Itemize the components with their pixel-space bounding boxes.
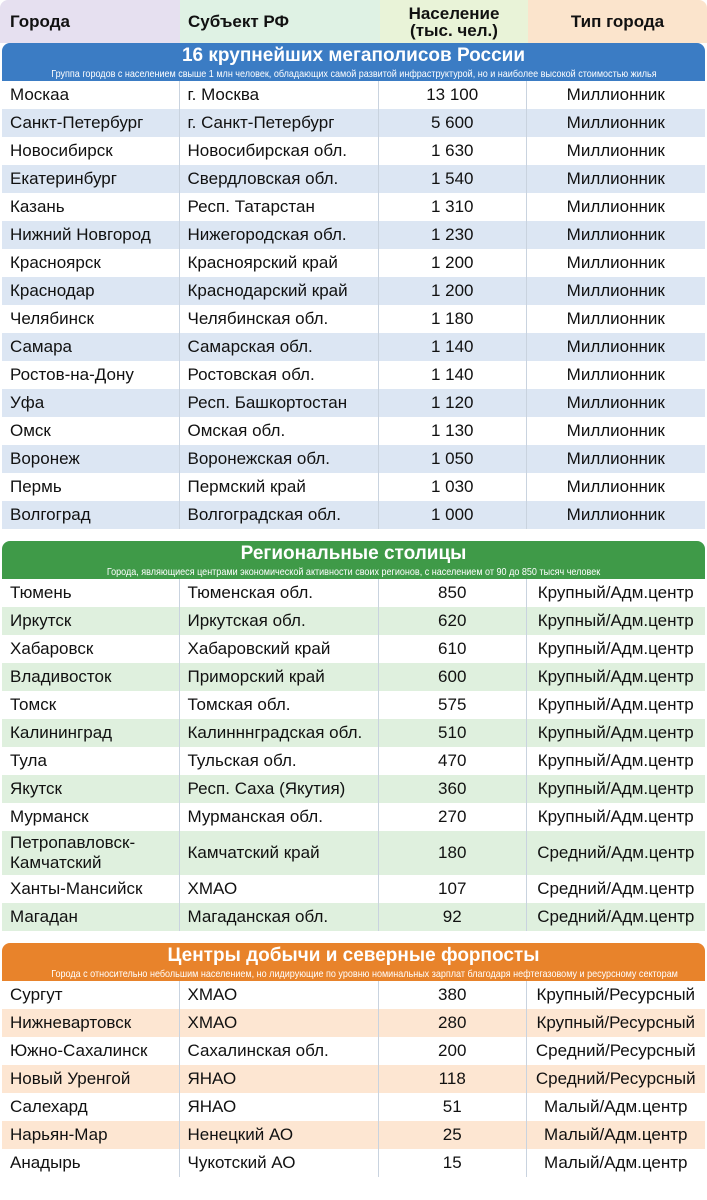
subject-cell: Приморский край bbox=[180, 663, 379, 691]
type-cell: Миллионник bbox=[566, 197, 665, 216]
subject-cell: Волгоградская обл. bbox=[180, 501, 379, 529]
table-row bbox=[2, 1037, 705, 1065]
city-cell: Екатеринбург bbox=[2, 165, 180, 193]
city-cell: Тюмень bbox=[2, 579, 180, 607]
type-cell: Крупный/Адм.центр bbox=[537, 695, 694, 714]
type-cell: Малый/Адм.центр bbox=[544, 1153, 688, 1172]
subject-cell: Респ. Башкортостан bbox=[180, 389, 379, 417]
city-cell: Сургут bbox=[2, 981, 180, 1009]
type-cell: Миллионник bbox=[566, 337, 665, 356]
table-row bbox=[2, 747, 705, 775]
subject-cell: Тюменская обл. bbox=[180, 579, 379, 607]
table-row bbox=[2, 691, 705, 719]
population-cell: 600 bbox=[379, 663, 527, 691]
header-type: Тип города bbox=[528, 0, 707, 43]
type-cell: Малый/Адм.центр bbox=[544, 1125, 688, 1144]
type-cell: Средний/Ресурсный bbox=[535, 1069, 696, 1088]
population-cell: 1 140 bbox=[379, 333, 527, 361]
type-cell: Крупный/Адм.центр bbox=[537, 807, 694, 826]
subject-cell: Красноярский край bbox=[180, 249, 379, 277]
table-row bbox=[2, 333, 705, 361]
header-subject: Субъект РФ bbox=[180, 0, 380, 43]
type-cell: Крупный/Адм.центр bbox=[537, 583, 694, 602]
table-row bbox=[2, 165, 705, 193]
population-cell: 180 bbox=[379, 831, 527, 875]
population-cell: 1 230 bbox=[379, 221, 527, 249]
type-cell: Миллионник bbox=[566, 309, 665, 328]
subject-cell: Камчатский край bbox=[180, 831, 379, 875]
city-cell: Петропавловск- Камчатский bbox=[2, 831, 180, 875]
type-cell: Крупный/Адм.центр bbox=[537, 611, 694, 630]
subject-cell: Тульская обл. bbox=[180, 747, 379, 775]
subject-cell: ЯНАО bbox=[180, 1065, 379, 1093]
table-row bbox=[2, 775, 705, 803]
type-cell: Крупный/Адм.центр bbox=[537, 779, 694, 798]
table-row bbox=[2, 417, 705, 445]
city-cell: Новый Уренгой bbox=[2, 1065, 180, 1093]
type-cell: Крупный/Адм.центр bbox=[537, 667, 694, 686]
subject-cell: Хабаровский край bbox=[180, 635, 379, 663]
city-cell: Челябинск bbox=[2, 305, 180, 333]
subject-cell: Калинннградская обл. bbox=[180, 719, 379, 747]
type-cell: Миллионник bbox=[566, 141, 665, 160]
population-cell: 470 bbox=[379, 747, 527, 775]
population-cell: 380 bbox=[379, 981, 527, 1009]
table-row bbox=[2, 1009, 705, 1037]
table-row bbox=[2, 193, 705, 221]
section-header bbox=[2, 541, 705, 579]
population-cell: 360 bbox=[379, 775, 527, 803]
city-cell: Южно-Сахалинск bbox=[2, 1037, 180, 1065]
type-cell: Крупный/Ресурсный bbox=[536, 1013, 696, 1032]
section-title: Региональные столицы bbox=[240, 543, 467, 564]
type-cell: Миллионник bbox=[566, 253, 665, 272]
population-cell: 5 600 bbox=[379, 109, 527, 137]
section-regional-capitals bbox=[0, 541, 707, 931]
city-cell: Самара bbox=[2, 333, 180, 361]
subject-cell: Краснодарский край bbox=[180, 277, 379, 305]
type-cell: Миллионник bbox=[566, 169, 665, 188]
population-cell: 1 310 bbox=[379, 193, 527, 221]
city-cell: Уфа bbox=[2, 389, 180, 417]
subject-cell: Пермский край bbox=[180, 473, 379, 501]
city-cell: Магадан bbox=[2, 903, 180, 931]
subject-cell: Иркутская обл. bbox=[180, 607, 379, 635]
table-row bbox=[2, 1149, 705, 1177]
table-row bbox=[2, 1121, 705, 1149]
type-cell: Средний/Адм.центр bbox=[537, 843, 695, 862]
section-subtitle: Города, являющиеся центрами экономической активности своих регионов, с населением от 90 до 850 тысяч человек bbox=[106, 566, 601, 578]
population-cell: 1 130 bbox=[379, 417, 527, 445]
table-row bbox=[2, 473, 705, 501]
population-cell: 510 bbox=[379, 719, 527, 747]
table-row bbox=[2, 663, 705, 691]
population-cell: 92 bbox=[379, 903, 527, 931]
subject-cell: Свердловская обл. bbox=[180, 165, 379, 193]
table-row bbox=[2, 607, 705, 635]
population-cell: 850 bbox=[379, 579, 527, 607]
population-cell: 1 030 bbox=[379, 473, 527, 501]
subject-cell: Ненецкий АО bbox=[180, 1121, 379, 1149]
table-row bbox=[2, 277, 705, 305]
subject-cell: Омская обл. bbox=[180, 417, 379, 445]
table-row bbox=[2, 903, 705, 931]
population-cell: 118 bbox=[379, 1065, 527, 1093]
type-cell: Миллионник bbox=[566, 225, 665, 244]
table-row bbox=[2, 579, 705, 607]
section-header bbox=[2, 43, 705, 81]
type-cell: Крупный/Адм.центр bbox=[537, 723, 694, 742]
table-row bbox=[2, 445, 705, 473]
subject-cell: ХМАО bbox=[180, 875, 379, 903]
subject-cell: ЯНАО bbox=[180, 1093, 379, 1121]
population-cell: 25 bbox=[379, 1121, 527, 1149]
section-megacities bbox=[0, 43, 707, 529]
subject-cell: Магаданская обл. bbox=[180, 903, 379, 931]
section-header bbox=[2, 943, 705, 981]
table-row bbox=[2, 137, 705, 165]
type-cell: Миллионник bbox=[566, 85, 665, 104]
city-cell: Омск bbox=[2, 417, 180, 445]
population-cell: 1 120 bbox=[379, 389, 527, 417]
subject-cell: Томская обл. bbox=[180, 691, 379, 719]
subject-cell: Чукотский АО bbox=[180, 1149, 379, 1177]
city-cell: Якутск bbox=[2, 775, 180, 803]
city-cell: Томск bbox=[2, 691, 180, 719]
subject-cell: Ростовская обл. bbox=[180, 361, 379, 389]
population-cell: 1 630 bbox=[379, 137, 527, 165]
type-cell: Крупный/Адм.центр bbox=[537, 639, 694, 658]
population-cell: 15 bbox=[379, 1149, 527, 1177]
table-row bbox=[2, 981, 705, 1009]
section-title: Центры добычи и северные форпосты bbox=[167, 945, 540, 966]
population-cell: 200 bbox=[379, 1037, 527, 1065]
subject-cell: Нижегородская обл. bbox=[180, 221, 379, 249]
population-cell: 1 050 bbox=[379, 445, 527, 473]
type-cell: Крупный/Ресурсный bbox=[536, 985, 696, 1004]
table-row bbox=[2, 1093, 705, 1121]
city-cell: Воронеж bbox=[2, 445, 180, 473]
subject-cell: Сахалинская обл. bbox=[180, 1037, 379, 1065]
population-cell: 13 100 bbox=[379, 81, 527, 109]
section-subtitle: Города с относительно небольшим населением, но лидирующие по уровню номинальных зарплат благодаря нефтегазовому и ресурсному секторам bbox=[51, 968, 678, 980]
table-row bbox=[2, 1065, 705, 1093]
subject-cell: ХМАО bbox=[180, 981, 379, 1009]
table-row bbox=[2, 635, 705, 663]
subject-cell: Респ. Саха (Якутия) bbox=[180, 775, 379, 803]
table-row bbox=[2, 221, 705, 249]
city-cell: Краснодар bbox=[2, 277, 180, 305]
population-cell: 1 140 bbox=[379, 361, 527, 389]
city-cell: Мурманск bbox=[2, 803, 180, 831]
section-title: 16 крупнейших мегаполисов России bbox=[181, 45, 526, 66]
subject-cell: г. Санкт-Петербург bbox=[180, 109, 379, 137]
type-cell: Миллионник bbox=[566, 365, 665, 384]
table-row bbox=[2, 305, 705, 333]
city-cell: Тула bbox=[2, 747, 180, 775]
population-cell: 1 200 bbox=[379, 277, 527, 305]
city-cell: Санкт-Петербург bbox=[2, 109, 180, 137]
population-cell: 1 540 bbox=[379, 165, 527, 193]
city-cell: Красноярск bbox=[2, 249, 180, 277]
city-cell: Нижний Новгород bbox=[2, 221, 180, 249]
type-cell: Миллионник bbox=[566, 477, 665, 496]
subject-cell: ХМАО bbox=[180, 1009, 379, 1037]
city-cell: Салехард bbox=[2, 1093, 180, 1121]
header-population: Население (тыс. чел.) bbox=[380, 0, 528, 43]
table-row bbox=[2, 361, 705, 389]
city-cell: Анадырь bbox=[2, 1149, 180, 1177]
subject-cell: Челябинская обл. bbox=[180, 305, 379, 333]
subject-cell: г. Москва bbox=[180, 81, 379, 109]
city-cell: Хабаровск bbox=[2, 635, 180, 663]
population-cell: 51 bbox=[379, 1093, 527, 1121]
subject-cell: Новосибирская обл. bbox=[180, 137, 379, 165]
city-cell: Новосибирск bbox=[2, 137, 180, 165]
population-cell: 1 180 bbox=[379, 305, 527, 333]
population-cell: 1 200 bbox=[379, 249, 527, 277]
type-cell: Миллионник bbox=[566, 505, 665, 524]
city-cell: Нижневартовск bbox=[2, 1009, 180, 1037]
subject-cell: Респ. Татарстан bbox=[180, 193, 379, 221]
table-row bbox=[2, 803, 705, 831]
city-cell: Москаа bbox=[2, 81, 180, 109]
population-cell: 575 bbox=[379, 691, 527, 719]
population-cell: 610 bbox=[379, 635, 527, 663]
type-cell: Миллионник bbox=[566, 393, 665, 412]
type-cell: Малый/Адм.центр bbox=[544, 1097, 688, 1116]
table-row bbox=[2, 389, 705, 417]
header-city: Города bbox=[0, 0, 180, 43]
population-cell: 107 bbox=[379, 875, 527, 903]
table-row bbox=[2, 719, 705, 747]
population-cell: 270 bbox=[379, 803, 527, 831]
city-cell: Иркутск bbox=[2, 607, 180, 635]
city-cell: Калининград bbox=[2, 719, 180, 747]
population-cell: 620 bbox=[379, 607, 527, 635]
table-row bbox=[2, 249, 705, 277]
type-cell: Средний/Адм.центр bbox=[537, 879, 695, 898]
table-row bbox=[2, 831, 705, 875]
type-cell: Крупный/Адм.центр bbox=[537, 751, 694, 770]
city-cell: Волгоград bbox=[2, 501, 180, 529]
city-cell: Ростов-на-Дону bbox=[2, 361, 180, 389]
table-header bbox=[0, 0, 707, 43]
city-cell: Нарьян-Мар bbox=[2, 1121, 180, 1149]
population-cell: 1 000 bbox=[379, 501, 527, 529]
type-cell: Миллионник bbox=[566, 449, 665, 468]
type-cell: Средний/Адм.центр bbox=[537, 907, 695, 926]
city-cell: Пермь bbox=[2, 473, 180, 501]
type-cell: Миллионник bbox=[566, 421, 665, 440]
type-cell: Средний/Ресурсный bbox=[535, 1041, 696, 1060]
subject-cell: Мурманская обл. bbox=[180, 803, 379, 831]
table-row bbox=[2, 875, 705, 903]
type-cell: Миллионник bbox=[566, 113, 665, 132]
table-row bbox=[2, 501, 705, 529]
section-subtitle: Группа городов с населением свыше 1 млн человек, обладающих самой развитой инфраструктурой, но и наиболее высокой стоимостью жилья bbox=[51, 68, 657, 80]
table-row bbox=[2, 81, 705, 109]
table-row bbox=[2, 109, 705, 137]
population-cell: 280 bbox=[379, 1009, 527, 1037]
subject-cell: Воронежская обл. bbox=[180, 445, 379, 473]
subject-cell: Самарская обл. bbox=[180, 333, 379, 361]
city-cell: Ханты-Мансийск bbox=[2, 875, 180, 903]
city-cell: Владивосток bbox=[2, 663, 180, 691]
city-cell: Казань bbox=[2, 193, 180, 221]
section-resource-centers bbox=[0, 943, 707, 1177]
type-cell: Миллионник bbox=[566, 281, 665, 300]
